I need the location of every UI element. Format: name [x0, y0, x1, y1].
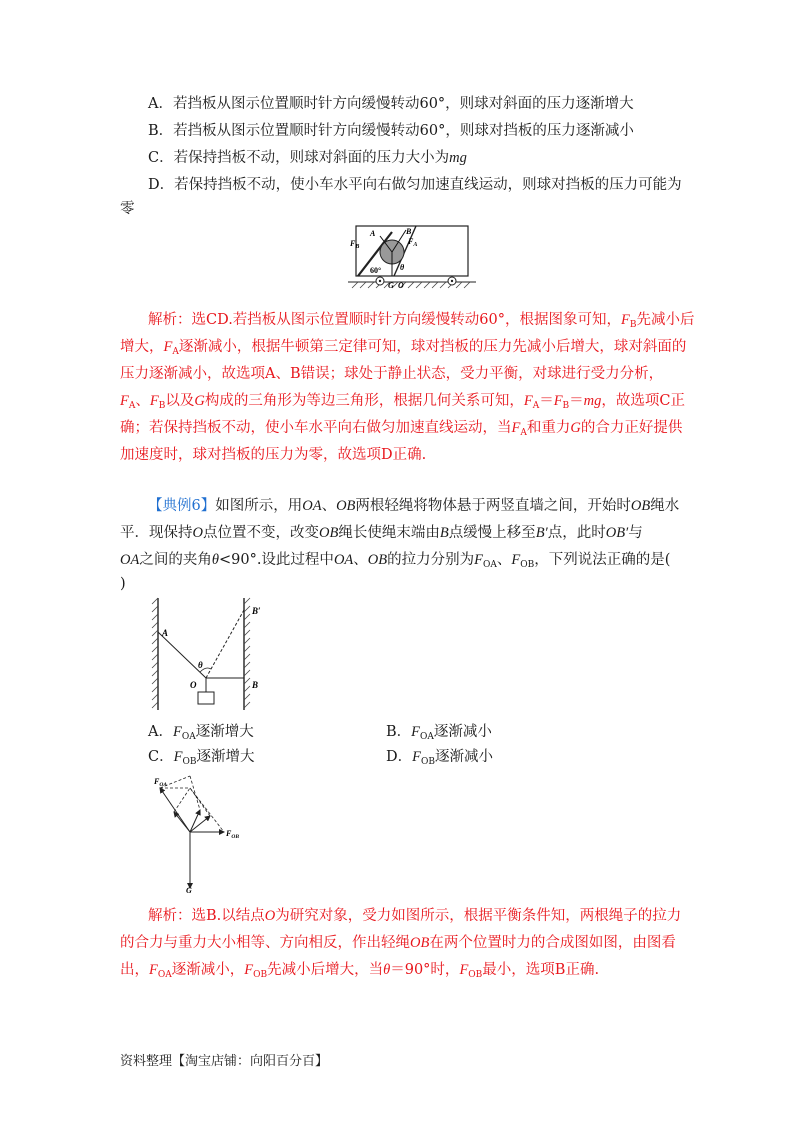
- fob-vector-3: [190, 810, 200, 832]
- ex6-tag: 典例6: [162, 498, 201, 514]
- label-a2: A: [162, 628, 169, 638]
- rope-oa: [158, 632, 206, 678]
- dashed-b: [174, 788, 190, 812]
- option-c-text: C．若保持挡板不动，则球对斜面的压力大小为: [148, 150, 450, 166]
- label-a: A: [370, 229, 376, 238]
- sol6-line3: 出，$F_{OA}$逐渐减小，$F_{OB}$先减小后增大，当θ＝90°时，$F_{OB}$最小，选项B正确.: [120, 962, 600, 980]
- force-diagram: [146, 772, 250, 894]
- label-bprime: B′: [252, 606, 261, 616]
- ex6-option-b: B．$F_{OA}$逐渐减小: [386, 724, 492, 742]
- label-fa: $F_A$: [408, 237, 418, 248]
- foa-vector-2: [174, 812, 190, 832]
- ex6-option-c: C．$F_{OB}$逐渐增大: [148, 749, 255, 767]
- ex6-bracket-open: 【: [148, 498, 163, 514]
- label-b: B: [406, 227, 412, 236]
- ex6-line3: OA之间的夹角θ<90°.设此过程中OA、OB的拉力分别为$F_{OA}$、$F_{OB}$，下列说法正确的是(: [120, 552, 671, 570]
- ex6-line2: 平．现保持O点位置不变，改变OB绳长使绳末端由B点缓慢上移至B′点，此时OB′与: [120, 525, 643, 541]
- fob-vector-2: [190, 816, 210, 832]
- label-fob: $F_{OB}$: [226, 829, 239, 840]
- option-d-cont: [120, 199, 135, 219]
- sol5-line4: $F_A$、$F_B$以及G构成的三角形为等边三角形，根据几何关系可知，$F_A=F_B=mg$，故选项C正: [120, 393, 686, 411]
- ex6-option-a: A．$F_{OA}$逐渐增大: [148, 724, 254, 742]
- label-foa: $F_{OA}$: [154, 777, 167, 788]
- label-g3: G: [186, 886, 192, 894]
- label-fb: $F_B$: [350, 239, 360, 250]
- sol6-line2: 的合力与重力大小相等、方向相反，作出轻绳OB在两个位置时力的合成图如图，由图看: [120, 935, 676, 951]
- cart-ball-figure: [348, 222, 476, 300]
- rope-obprime: [206, 610, 244, 678]
- sol5-line6: 加速度时，球对挡板的压力为零，故选项D正确.: [120, 447, 427, 463]
- ex6-line1: 【典例6】如图所示，用OA、OB两根轻绳将物体悬于两竖直墙之间，开始时OB绳水: [148, 498, 680, 514]
- label-60: 60°: [370, 266, 382, 275]
- sol5-line1: 解析：选CD.若挡板从图示位置顺时针方向缓慢转动60°，根据图象可知，$F_B$先减小后: [148, 312, 695, 330]
- dashed-d: [190, 776, 200, 810]
- option-a-text: A．若挡板从图示位置顺时针方向缓慢转动60°，则球对斜面的压力逐渐增大: [148, 96, 634, 112]
- label-o: O: [398, 281, 404, 290]
- option-c: [148, 148, 467, 168]
- sol5-line5: 确；若保持挡板不动，使小车水平向右做匀加速直线运动，当$F_A$和重力G的合力正好提供: [120, 420, 683, 438]
- ex6-line4: ): [120, 576, 126, 592]
- footer-text: 资料整理【淘宝店铺：向阳百分百】: [120, 1054, 329, 1069]
- label-theta2: θ: [198, 660, 203, 670]
- label-g: G: [388, 281, 394, 290]
- sol5-line3: 压力逐渐减小，故选项A、B错误；球处于静止状态，受力平衡，对球进行受力分析，: [120, 366, 664, 382]
- option-b-text: B．若挡板从图示位置顺时针方向缓慢转动60°，则球对挡板的压力逐渐减小: [148, 123, 634, 139]
- label-theta: θ: [400, 263, 405, 272]
- sol5-line2: 增大，$F_A$逐渐减小，根据牛顿第三定律可知，球对挡板的压力先减小后增大，球对斜面的: [120, 339, 687, 357]
- option-a: [148, 94, 634, 114]
- walls-rope-figure: [148, 596, 268, 712]
- ex6-option-d: D．$F_{OB}$逐渐减小: [386, 749, 493, 767]
- sol6-line1: 解析：选B.以结点O为研究对象，受力如图所示，根据平衡条件知，两根绳子的拉力: [148, 908, 682, 924]
- option-d-text: D．若保持挡板不动，使小车水平向右做匀加速直线运动，则球对挡板的压力可能为: [148, 177, 682, 193]
- label-o2: O: [190, 680, 197, 690]
- option-c-mg: mg: [449, 150, 467, 166]
- option-d: [148, 175, 682, 195]
- weight-box: [198, 692, 214, 704]
- option-b: [148, 121, 634, 141]
- option-d-text2: 零: [120, 201, 135, 217]
- ex6-bracket-close: 】: [200, 498, 216, 514]
- label-b2: B: [252, 680, 259, 690]
